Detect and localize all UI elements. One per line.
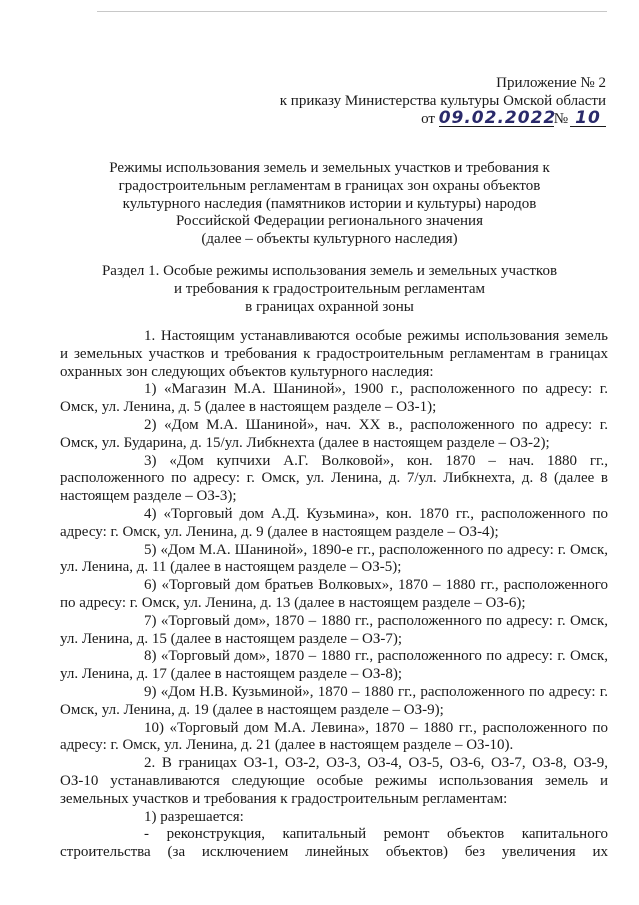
paragraph: - реконструкция, капитальный ремонт объектов капитального строительства (за исключением линейных объектов) без увеличения их [60,826,608,861]
section-heading [60,263,599,316]
paragraph: 2) «Дом М.А. Шаниной», нач. XX в., расположенного по адресу: г. Омск, ул. Бударина, д. 15/ул. Либкнехта (далее в настоящем разделе – ОЗ-2); [60,416,608,451]
scan-top-edge [97,11,607,12]
appendix-order-reference: к приказу Министерства культуры Омской области [279,93,606,109]
paragraph: 3) «Дом купчихи А.Г. Волковой», кон. 1870 – нач. 1880 гг., расположенного по адресу: г. Омск, ул. Ленина, д. 7/ул. Либкнехта, д. 8 (далее в настоящем разделе – ОЗ-3); [60,452,608,505]
paragraph: 1. Настоящим устанавливаются особые режимы использования земель и земельных участков и требования к градостроительным регламентам в границах охранных зон следующих объектов культурного наследия: [60,328,608,380]
title-line: Режимы использования земель и земельных участков и требования к [109,160,550,176]
paragraph: 10) «Торговый дом М.А. Левина», 1870 – 1880 гг., расположенного по адресу: г. Омск, ул. Ленина, д. 21 (далее в настоящем разделе – ОЗ-10). [60,719,608,754]
date-prefix: от [421,111,435,127]
document-title [60,160,599,249]
paragraph: 4) «Торговый дом А.Д. Кузьмина», кон. 1870 гг., расположенного по адресу: г. Омск, ул. Ленина, д. 9 (далее в настоящем разделе – ОЗ-4); [60,505,608,540]
title-line: культурного наследия (памятников истории и культуры) народов [122,195,537,212]
paragraph: 8) «Торговый дом», 1870 – 1880 гг., расположенного по адресу: г. Омск, ул. Ленина, д. 17 (далее в настоящем разделе – ОЗ-8); [60,648,608,683]
paragraph: 7) «Торговый дом», 1870 – 1880 гг., расположенного по адресу: г. Омск, ул. Ленина, д. 15 (далее в настоящем разделе – ОЗ-7); [60,612,608,647]
title-line: градостроительным регламентам в границах зон охраны объектов [118,177,541,194]
paragraph: 1) «Магазин М.А. Шаниной», 1900 г., расположенного по адресу: г. Омск, ул. Ленина, д. 5 (далее в настоящем разделе – ОЗ-1); [60,381,608,416]
paragraph: 6) «Торговый дом братьев Волковых», 1870 – 1880 гг., расположенного по адресу: г. Омск, ул. Ленина, д. 13 (далее в настоящем разделе – ОЗ-6); [60,577,608,611]
appendix-title: Приложение № 2 [496,75,606,91]
section-line: и требования к градостроительным регламентам [174,280,485,297]
appendix-header [280,74,606,128]
section-line: Раздел 1. Особые режимы использования земель и земельных участков [101,263,558,279]
paragraph: 9) «Дом Н.В. Кузьминой», 1870 – 1880 гг., расположенного по адресу: г. Омск, ул. Ленина, д. 19 (далее в настоящем разделе – ОЗ-9); [60,683,608,718]
paragraph: 1) разрешается: [144,808,244,825]
number-label: № [553,111,568,127]
paragraph: 5) «Дом М.А. Шаниной», 1890-е гг., расположенного по адресу: г. Омск, ул. Ленина, д. 11 (далее в настоящем разделе – ОЗ-5); [60,541,608,576]
handwritten-number: 10 [570,110,606,127]
handwritten-date: 09.02.2022 [438,108,557,128]
title-line: (далее – объекты культурного наследия) [201,231,458,248]
document-body [60,328,608,862]
paragraph: 2. В границах ОЗ-1, ОЗ-2, ОЗ-3, ОЗ-4, ОЗ-5, ОЗ-6, ОЗ-7, ОЗ-8, ОЗ-9, ОЗ-10 устанавливаются следующие особые режимы использования земель и земельных участков и требования к градостроительным регламентам: [60,755,608,807]
appendix-date-line [280,110,606,128]
title-line: Российской Федерации регионального значения [176,213,483,230]
section-line: в границах охранной зоны [245,298,414,315]
